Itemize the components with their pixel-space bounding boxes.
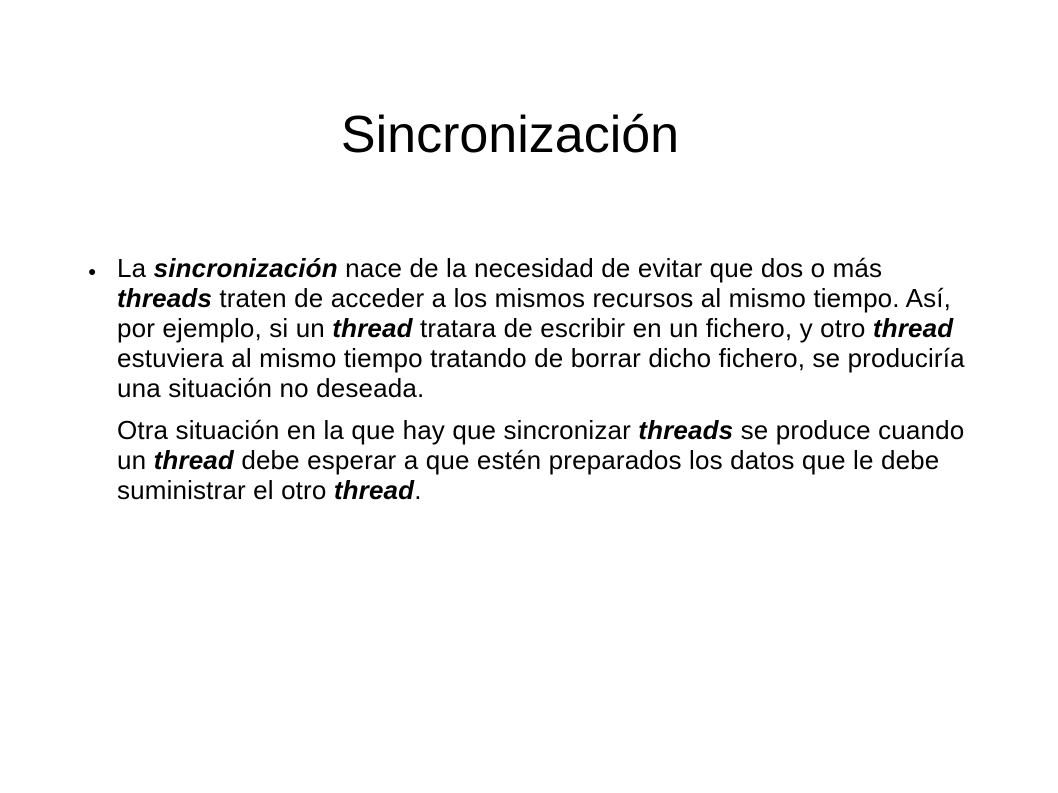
emphasis-thread: thread xyxy=(153,445,234,475)
text-run: Otra situación en la que hay que sincronizar xyxy=(117,415,639,445)
text-run: se produce cuando un xyxy=(117,415,965,475)
text-run: La xyxy=(117,253,154,283)
slide-title: Sincronización xyxy=(340,106,680,164)
text-run: . xyxy=(414,475,422,505)
text-run: traten de acceder a los mismos recursos al mismo tiempo. Así, por ejemplo, si un xyxy=(117,283,951,343)
text-run: estuviera al mismo tiempo tratando de borrar dicho fichero, se produciría una situación no deseada. xyxy=(117,343,965,403)
emphasis-thread: thread xyxy=(332,313,413,343)
emphasis-threads: threads xyxy=(638,415,734,445)
text-run: tratara de escribir en un fichero, y otro xyxy=(412,313,873,343)
bullet-paragraph-2 xyxy=(117,415,968,505)
bullet-list xyxy=(88,253,968,505)
text-run: nace de la necesidad de evitar que dos o más xyxy=(337,253,883,283)
bullet-paragraph-1 xyxy=(117,253,968,403)
emphasis-thread: thread xyxy=(872,313,954,343)
emphasis-sincronizacion: sincronización xyxy=(153,253,338,283)
emphasis-thread: thread xyxy=(333,475,415,505)
emphasis-threads: threads xyxy=(117,283,212,313)
text-run: debe esperar a que estén preparados los datos que le debe suministrar el otro xyxy=(117,445,940,505)
bullet-dot-icon: ● xyxy=(88,263,97,279)
